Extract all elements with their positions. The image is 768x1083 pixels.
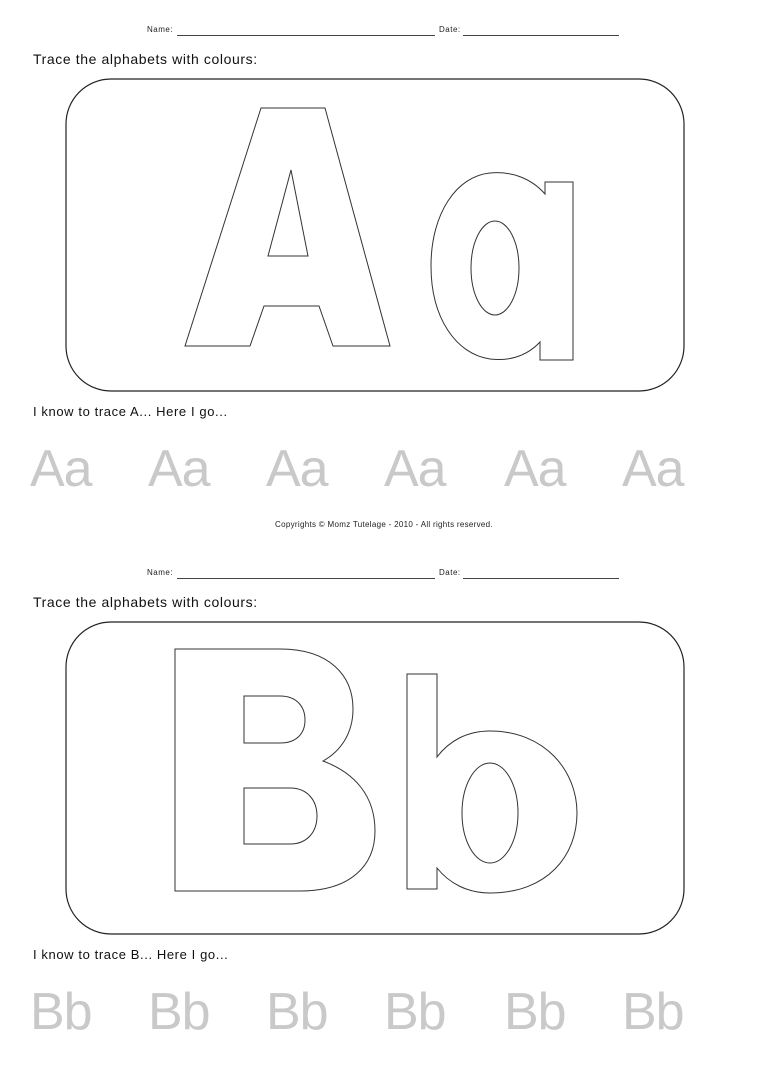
name-date-row [0, 568, 768, 582]
trace-letter: Bb [30, 983, 92, 1041]
date-label: Date: [439, 568, 461, 577]
date-line [463, 35, 619, 36]
name-line [177, 578, 435, 579]
name-date-row [0, 25, 768, 39]
trace-letter: Bb [622, 983, 684, 1041]
copyright-notice: Copyrights © Momz Tutelage - 2010 - All rights reserved. [275, 520, 493, 529]
letter-card-a [65, 78, 685, 392]
instruction-text: Trace the alphabets with colours: [33, 594, 258, 610]
letter-outline-aa [65, 78, 685, 392]
trace-letter: Bb [384, 983, 446, 1041]
trace-letter: Bb [504, 983, 566, 1041]
date-line [463, 578, 619, 579]
instruction-text: Trace the alphabets with colours: [33, 51, 258, 67]
trace-row-b [30, 980, 730, 1044]
name-line [177, 35, 435, 36]
trace-letter: Aa [622, 440, 684, 498]
date-label: Date: [439, 25, 461, 34]
letter-card-b [65, 621, 685, 935]
trace-letter: Aa [266, 440, 328, 498]
worksheet-a [0, 0, 768, 540]
name-label: Name: [147, 568, 174, 577]
letter-outline-bb [65, 621, 685, 935]
trace-letter: Aa [148, 440, 210, 498]
trace-row-a [30, 437, 730, 501]
trace-letter: Bb [148, 983, 210, 1041]
trace-letter: Bb [266, 983, 328, 1041]
worksheet-b [0, 543, 768, 1083]
trace-caption: I know to trace B... Here I go... [33, 947, 229, 962]
trace-letter: Aa [30, 440, 92, 498]
name-label: Name: [147, 25, 174, 34]
trace-letter: Aa [504, 440, 566, 498]
trace-letter: Aa [384, 440, 446, 498]
trace-caption: I know to trace A... Here I go... [33, 404, 228, 419]
